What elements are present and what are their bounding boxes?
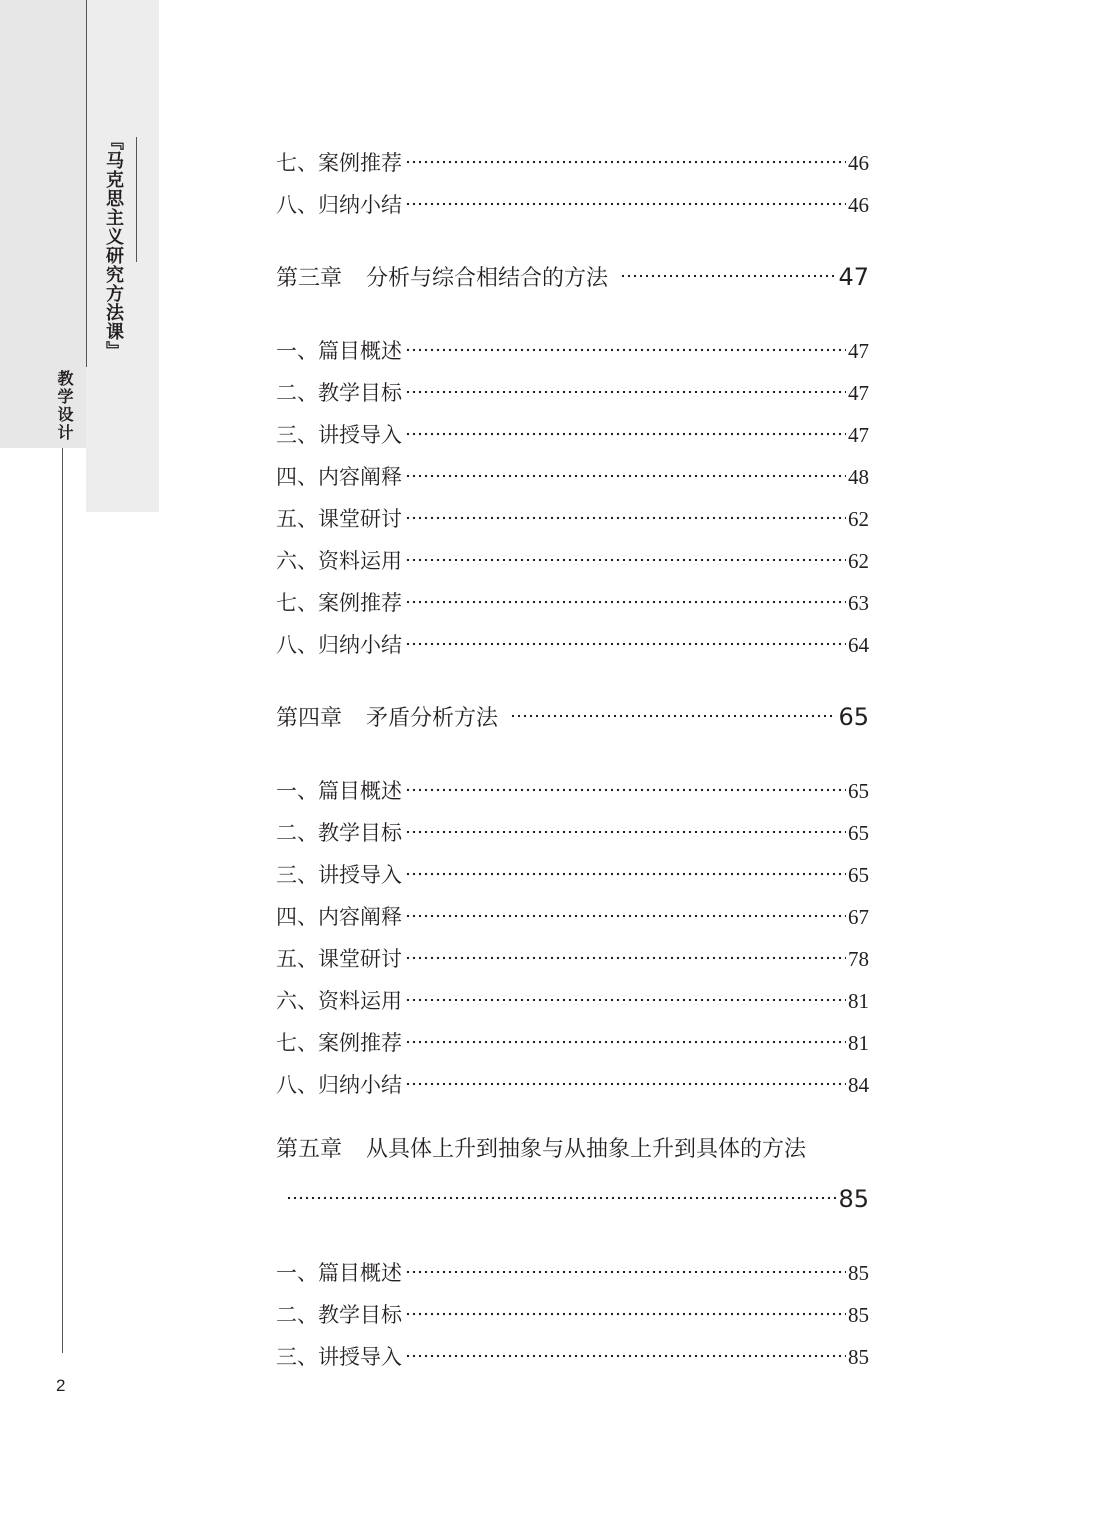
toc-entry-page: 81 xyxy=(848,989,869,1013)
toc-entry[interactable] xyxy=(276,1064,869,1099)
toc-entry[interactable] xyxy=(276,498,869,533)
toc-entry[interactable] xyxy=(276,812,869,847)
toc-entry-title: 四、内容阐释 xyxy=(276,905,402,929)
toc-entry-title: 三、讲授导入 xyxy=(276,863,402,887)
toc-entry-page: 63 xyxy=(848,591,869,615)
toc-chapter[interactable] xyxy=(276,695,869,734)
leader-dots xyxy=(405,1064,846,1092)
toc-entry-title: 八、归纳小结 xyxy=(276,1073,402,1097)
chapter-number: 第三章 xyxy=(276,266,343,291)
chapter-title: 分析与综合相结合的方法 xyxy=(366,266,609,291)
toc-entry-title: 二、教学目标 xyxy=(276,381,402,405)
chapter-title: 从具体上升到抽象与从抽象上升到具体的方法 xyxy=(366,1137,807,1162)
toc-entry[interactable] xyxy=(276,1294,869,1329)
toc-entry[interactable] xyxy=(276,540,869,575)
toc-entry-title: 一、篇目概述 xyxy=(276,1261,402,1285)
toc-entry-page: 47 xyxy=(848,339,869,363)
chapter-number: 第五章 xyxy=(276,1137,343,1162)
toc-entry-title: 六、资料运用 xyxy=(276,989,402,1013)
toc-entry-title: 三、讲授导入 xyxy=(276,1345,402,1369)
book-title: 『马克思主义研究方法课』 xyxy=(103,132,124,360)
leader-dots xyxy=(405,1294,846,1322)
leader-dots xyxy=(405,624,846,652)
toc-entry[interactable] xyxy=(276,456,869,491)
chapter-number: 第四章 xyxy=(276,706,343,731)
toc-entry-title: 五、课堂研讨 xyxy=(276,947,402,971)
chapter-page: 47 xyxy=(838,263,869,291)
toc-entry-title: 八、归纳小结 xyxy=(276,193,402,217)
page-number: 2 xyxy=(56,1376,66,1395)
divider-line xyxy=(62,448,63,1353)
toc-chapter[interactable] xyxy=(276,255,869,294)
toc-entry[interactable] xyxy=(276,582,869,617)
toc-entry[interactable] xyxy=(276,330,869,365)
toc-entry-page: 85 xyxy=(848,1303,869,1327)
toc-entry[interactable] xyxy=(276,1336,869,1371)
toc-entry[interactable] xyxy=(276,624,869,659)
leader-dots xyxy=(405,540,846,568)
toc-entry-page: 46 xyxy=(848,193,869,217)
leader-dots xyxy=(405,1336,846,1364)
toc-entry[interactable] xyxy=(276,770,869,805)
toc-entry-title: 一、篇目概述 xyxy=(276,339,402,363)
toc-entry[interactable] xyxy=(276,854,869,889)
chapter-page: 85 xyxy=(838,1185,869,1213)
toc-entry-title: 七、案例推荐 xyxy=(276,151,402,175)
toc-entry-page: 62 xyxy=(848,507,869,531)
toc-entry[interactable] xyxy=(276,1252,869,1287)
section-label: 教学设计 xyxy=(55,370,74,442)
divider-line xyxy=(136,137,137,262)
toc-entry-page: 48 xyxy=(848,465,869,489)
toc-entry-page: 46 xyxy=(848,151,869,175)
leader-dots xyxy=(286,1177,836,1207)
leader-dots xyxy=(405,414,846,442)
leader-dots xyxy=(405,938,846,966)
toc-entry[interactable] xyxy=(276,980,869,1015)
toc-entry-title: 五、课堂研讨 xyxy=(276,507,402,531)
toc-entry-page: 85 xyxy=(848,1345,869,1369)
leader-dots xyxy=(405,456,846,484)
leader-dots xyxy=(405,582,846,610)
leader-dots xyxy=(405,184,846,212)
leader-dots xyxy=(405,896,846,924)
toc-entry[interactable] xyxy=(276,938,869,973)
chapter-page: 65 xyxy=(838,703,869,731)
toc-entry[interactable] xyxy=(276,142,869,177)
toc-entry[interactable] xyxy=(276,896,869,931)
toc-entry-page: 62 xyxy=(848,549,869,573)
leader-dots xyxy=(405,854,846,882)
leader-dots xyxy=(620,255,836,285)
toc-entry[interactable] xyxy=(276,372,869,407)
toc-entry-page: 65 xyxy=(848,863,869,887)
toc-entry-title: 七、案例推荐 xyxy=(276,1031,402,1055)
toc-entry-page: 64 xyxy=(848,633,869,657)
toc-entry-title: 三、讲授导入 xyxy=(276,423,402,447)
toc-entry-title: 四、内容阐释 xyxy=(276,465,402,489)
leader-dots xyxy=(405,980,846,1008)
toc-entry-page: 85 xyxy=(848,1261,869,1285)
leader-dots xyxy=(405,330,846,358)
toc-entry-page: 81 xyxy=(848,1031,869,1055)
chapter-title: 矛盾分析方法 xyxy=(366,706,499,731)
leader-dots xyxy=(405,498,846,526)
toc-entry-title: 二、教学目标 xyxy=(276,821,402,845)
toc-entry-page: 78 xyxy=(848,947,869,971)
leader-dots xyxy=(405,812,846,840)
toc-entry-page: 47 xyxy=(848,381,869,405)
toc-entry-page: 65 xyxy=(848,821,869,845)
toc-entry-title: 一、篇目概述 xyxy=(276,779,402,803)
toc-entry[interactable] xyxy=(276,1022,869,1057)
toc-entry-page: 47 xyxy=(848,423,869,447)
toc-entry[interactable] xyxy=(276,414,869,449)
leader-dots xyxy=(405,142,846,170)
leader-dots xyxy=(405,770,846,798)
toc-chapter[interactable] xyxy=(276,1135,869,1214)
divider-line xyxy=(86,0,87,367)
toc-entry-page: 65 xyxy=(848,779,869,803)
toc-entry-title: 七、案例推荐 xyxy=(276,591,402,615)
toc-entry-title: 八、归纳小结 xyxy=(276,633,402,657)
leader-dots xyxy=(510,695,836,725)
toc-entry-title: 二、教学目标 xyxy=(276,1303,402,1327)
toc-entry-title: 六、资料运用 xyxy=(276,549,402,573)
leader-dots xyxy=(405,372,846,400)
toc-entry[interactable] xyxy=(276,184,869,219)
toc-entry-page: 67 xyxy=(848,905,869,929)
leader-dots xyxy=(405,1022,846,1050)
leader-dots xyxy=(405,1252,846,1280)
toc-entry-page: 84 xyxy=(848,1073,869,1097)
